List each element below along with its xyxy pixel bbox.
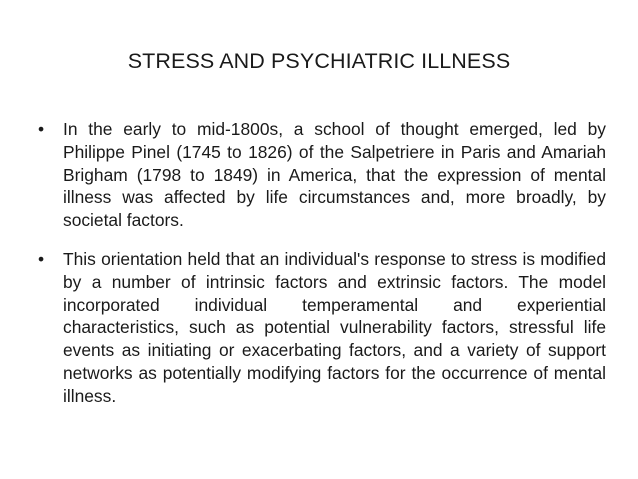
bullet-item	[36, 118, 606, 232]
bullet-text: This orientation held that an individual's response to stress is modified by a number of intrinsic factors and extrinsic factors. The model incorporated individual temperamental and experiential characteristics, such as potential vulnerability factors, stressful life events as initiating or exacerbating factors, and a variety of support networks as potentially modifying factors for the occurrence of mental illness.	[63, 248, 606, 406]
bullet-list	[36, 118, 606, 424]
slide-title: STRESS AND PSYCHIATRIC ILLNESS	[127, 49, 511, 73]
bullet-icon: •	[38, 119, 45, 139]
bullet-icon: •	[38, 248, 45, 269]
bullet-text: In the early to mid-1800s, a school of thought emerged, led by Philippe Pinel (1745 to 1826) of the Salpetriere in Paris and Amariah Brigham (1798 to 1849) in America, that the expression of mental illness was affected by life circumstances and, more broadly, by societal factors.	[63, 119, 606, 231]
bullet-item	[36, 248, 606, 408]
